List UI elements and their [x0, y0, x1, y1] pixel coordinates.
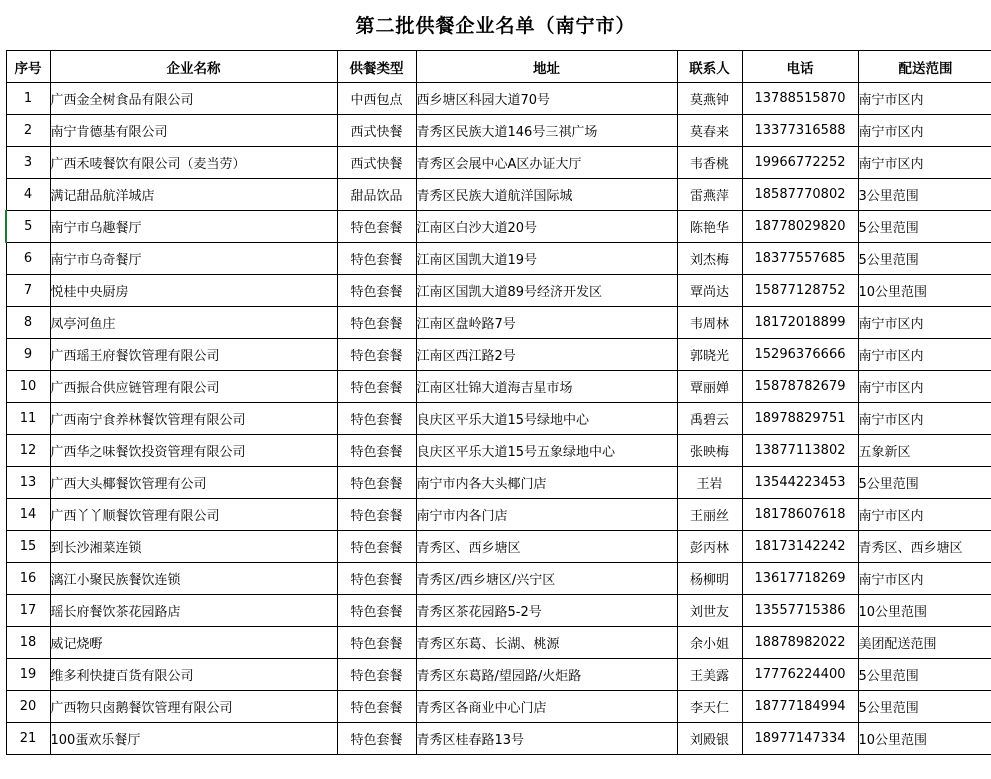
- cell-catering-type[interactable]: 特色套餐: [337, 531, 416, 563]
- cell-address[interactable]: 青秀区、西乡塘区: [416, 531, 677, 563]
- cell-company-name[interactable]: 广西华之味餐饮投资管理有限公司: [50, 435, 337, 467]
- cell-delivery-area[interactable]: 5公里范围: [858, 243, 991, 275]
- cell-contact[interactable]: 禹碧云: [677, 403, 742, 435]
- table-row: [6, 115, 991, 147]
- cell-phone[interactable]: 15878782679: [742, 371, 858, 403]
- cell-company-name[interactable]: 维多利快捷百货有限公司: [50, 659, 337, 691]
- cell-delivery-area[interactable]: 青秀区、西乡塘区: [858, 531, 991, 563]
- cell-delivery-area[interactable]: 5公里范围: [858, 691, 991, 723]
- cell-catering-type[interactable]: 特色套餐: [337, 403, 416, 435]
- cell-phone[interactable]: 13544223453: [742, 467, 858, 499]
- cell-address[interactable]: 江南区国凯大道89号经济开发区: [416, 275, 677, 307]
- cell-no[interactable]: 8: [6, 307, 50, 339]
- cell-contact[interactable]: 刘世友: [677, 595, 742, 627]
- cell-company-name[interactable]: 南宁市乌趣餐厅: [50, 211, 337, 243]
- cell-no[interactable]: 1: [6, 83, 50, 115]
- table-row: [6, 371, 991, 403]
- cell-contact[interactable]: 莫燕钟: [677, 83, 742, 115]
- cell-no[interactable]: 13: [6, 467, 50, 499]
- cell-address[interactable]: 青秀区东葛路/望园路/火炬路: [416, 659, 677, 691]
- cell-no[interactable]: 21: [6, 723, 50, 755]
- cell-catering-type[interactable]: 特色套餐: [337, 595, 416, 627]
- cell-contact[interactable]: 杨柳明: [677, 563, 742, 595]
- cell-catering-type[interactable]: 特色套餐: [337, 467, 416, 499]
- cell-contact[interactable]: 余小姐: [677, 627, 742, 659]
- table-row: [6, 211, 991, 243]
- cell-delivery-area[interactable]: 南宁市区内: [858, 371, 991, 403]
- cell-phone[interactable]: 18178607618: [742, 499, 858, 531]
- header-cell-phone[interactable]: 电话: [742, 51, 858, 83]
- cell-delivery-area[interactable]: 南宁市区内: [858, 403, 991, 435]
- cell-delivery-area[interactable]: 10公里范围: [858, 595, 991, 627]
- cell-catering-type[interactable]: 特色套餐: [337, 307, 416, 339]
- header-cell-contact[interactable]: 联系人: [677, 51, 742, 83]
- cell-address[interactable]: 青秀区民族大道146号三祺广场: [416, 115, 677, 147]
- cell-no[interactable]: 2: [6, 115, 50, 147]
- cell-address[interactable]: 良庆区平乐大道15号五象绿地中心: [416, 435, 677, 467]
- cell-no[interactable]: 9: [6, 339, 50, 371]
- table-row: [6, 691, 991, 723]
- cell-catering-type[interactable]: 特色套餐: [337, 339, 416, 371]
- cell-no[interactable]: 7: [6, 275, 50, 307]
- cell-company-name[interactable]: 南宁肯德基有限公司: [50, 115, 337, 147]
- table-row: [6, 627, 991, 659]
- cell-phone[interactable]: 19966772252: [742, 147, 858, 179]
- cell-contact[interactable]: 陈艳华: [677, 211, 742, 243]
- cell-delivery-area[interactable]: 5公里范围: [858, 467, 991, 499]
- cell-company-name[interactable]: 广西禾唛餐饮有限公司（麦当劳）: [50, 147, 337, 179]
- cell-delivery-area[interactable]: 南宁市区内: [858, 307, 991, 339]
- cell-contact[interactable]: 韦周林: [677, 307, 742, 339]
- cell-phone[interactable]: 17776224400: [742, 659, 858, 691]
- cell-phone[interactable]: 18978829751: [742, 403, 858, 435]
- cell-no[interactable]: 17: [6, 595, 50, 627]
- cell-no[interactable]: 18: [6, 627, 50, 659]
- table-row: [6, 659, 991, 691]
- table-row: [6, 723, 991, 755]
- cell-company-name[interactable]: 广西丫丫顺餐饮管理有限公司: [50, 499, 337, 531]
- cell-delivery-area[interactable]: 美团配送范围: [858, 627, 991, 659]
- cell-delivery-area[interactable]: 五象新区: [858, 435, 991, 467]
- cell-company-name[interactable]: 广西瑶王府餐饮管理有限公司: [50, 339, 337, 371]
- cell-contact[interactable]: 韦香桃: [677, 147, 742, 179]
- cell-phone[interactable]: 18377557685: [742, 243, 858, 275]
- cell-company-name[interactable]: 广西物只卤鹅餐饮管理有限公司: [50, 691, 337, 723]
- cell-contact[interactable]: 王岩: [677, 467, 742, 499]
- cell-delivery-area[interactable]: 南宁市区内: [858, 339, 991, 371]
- cell-catering-type[interactable]: 特色套餐: [337, 659, 416, 691]
- cell-catering-type[interactable]: 西式快餐: [337, 147, 416, 179]
- cell-delivery-area[interactable]: 南宁市区内: [858, 115, 991, 147]
- cell-catering-type[interactable]: 特色套餐: [337, 627, 416, 659]
- cell-company-name[interactable]: 到长沙湘菜连锁: [50, 531, 337, 563]
- table-row: [6, 307, 991, 339]
- cell-address[interactable]: 西乡塘区科园大道70号: [416, 83, 677, 115]
- cell-catering-type[interactable]: 特色套餐: [337, 243, 416, 275]
- cell-delivery-area[interactable]: 10公里范围: [858, 723, 991, 755]
- table-row: [6, 499, 991, 531]
- cell-contact[interactable]: 张映梅: [677, 435, 742, 467]
- cell-no[interactable]: 14: [6, 499, 50, 531]
- table-row: [6, 83, 991, 115]
- cell-delivery-area[interactable]: 南宁市区内: [858, 83, 991, 115]
- cell-address[interactable]: 江南区西江路2号: [416, 339, 677, 371]
- table-row: [6, 467, 991, 499]
- cell-address[interactable]: 良庆区平乐大道15号绿地中心: [416, 403, 677, 435]
- cell-no[interactable]: 5: [6, 211, 50, 243]
- table-row: [6, 339, 991, 371]
- cell-contact[interactable]: 彭丙林: [677, 531, 742, 563]
- cell-phone[interactable]: 18778029820: [742, 211, 858, 243]
- cell-address[interactable]: 江南区白沙大道20号: [416, 211, 677, 243]
- table-row: [6, 403, 991, 435]
- table-row: [6, 275, 991, 307]
- cell-catering-type[interactable]: 特色套餐: [337, 211, 416, 243]
- cell-address[interactable]: 青秀区茶花园路5-2号: [416, 595, 677, 627]
- cell-phone[interactable]: 18173142242: [742, 531, 858, 563]
- cell-company-name[interactable]: 广西振合供应链管理有限公司: [50, 371, 337, 403]
- cell-contact[interactable]: 覃尚达: [677, 275, 742, 307]
- cell-contact[interactable]: 覃丽婵: [677, 371, 742, 403]
- cell-no[interactable]: 16: [6, 563, 50, 595]
- cell-catering-type[interactable]: 特色套餐: [337, 435, 416, 467]
- header-cell-type[interactable]: 供餐类型: [337, 51, 416, 83]
- cell-company-name[interactable]: 漓江小聚民族餐饮连锁: [50, 563, 337, 595]
- cell-no[interactable]: 3: [6, 147, 50, 179]
- cell-phone[interactable]: 18878982022: [742, 627, 858, 659]
- cell-phone[interactable]: 13617718269: [742, 563, 858, 595]
- cell-company-name[interactable]: 广西南宁食养林餐饮管理有限公司: [50, 403, 337, 435]
- cell-no[interactable]: 15: [6, 531, 50, 563]
- cell-company-name[interactable]: 南宁市乌奇餐厅: [50, 243, 337, 275]
- cell-address[interactable]: 江南区国凯大道19号: [416, 243, 677, 275]
- cell-phone[interactable]: 13877113802: [742, 435, 858, 467]
- cell-delivery-area[interactable]: 南宁市区内: [858, 563, 991, 595]
- cell-delivery-area[interactable]: 南宁市区内: [858, 499, 991, 531]
- cell-delivery-area[interactable]: 5公里范围: [858, 659, 991, 691]
- cell-address[interactable]: 青秀区会展中心A区办证大厅: [416, 147, 677, 179]
- cell-address[interactable]: 南宁市内各大头椰门店: [416, 467, 677, 499]
- header-cell-name[interactable]: 企业名称: [50, 51, 337, 83]
- cell-address[interactable]: 江南区壮锦大道海吉星市场: [416, 371, 677, 403]
- header-row: [6, 51, 991, 83]
- cell-no[interactable]: 10: [6, 371, 50, 403]
- cell-catering-type[interactable]: 特色套餐: [337, 499, 416, 531]
- cell-phone[interactable]: 15296376666: [742, 339, 858, 371]
- table-row: [6, 595, 991, 627]
- cell-delivery-area[interactable]: 10公里范围: [858, 275, 991, 307]
- cell-phone[interactable]: 15877128752: [742, 275, 858, 307]
- cell-contact[interactable]: 莫春来: [677, 115, 742, 147]
- cell-address[interactable]: 青秀区/西乡塘区/兴宁区: [416, 563, 677, 595]
- cell-phone[interactable]: 18172018899: [742, 307, 858, 339]
- cell-catering-type[interactable]: 特色套餐: [337, 275, 416, 307]
- page-title: 第二批供餐企业名单（南宁市）: [355, 15, 636, 37]
- header-cell-no[interactable]: 序号: [6, 51, 50, 83]
- cell-contact[interactable]: 王美露: [677, 659, 742, 691]
- cell-catering-type[interactable]: 特色套餐: [337, 371, 416, 403]
- cell-company-name[interactable]: 威记烧嘢: [50, 627, 337, 659]
- cell-address[interactable]: 江南区盘岭路7号: [416, 307, 677, 339]
- cell-no[interactable]: 6: [6, 243, 50, 275]
- cell-delivery-area[interactable]: 5公里范围: [858, 211, 991, 243]
- cell-address[interactable]: 青秀区东葛、长湖、桃源: [416, 627, 677, 659]
- cell-contact[interactable]: 李天仁: [677, 691, 742, 723]
- cell-no[interactable]: 19: [6, 659, 50, 691]
- cell-company-name[interactable]: 100蛋欢乐餐厅: [50, 723, 337, 755]
- cell-no[interactable]: 4: [6, 179, 50, 211]
- cell-catering-type[interactable]: 甜品饮品: [337, 179, 416, 211]
- cell-catering-type[interactable]: 中西包点: [337, 83, 416, 115]
- cell-catering-type[interactable]: 西式快餐: [337, 115, 416, 147]
- cell-company-name[interactable]: 凤亭河鱼庄: [50, 307, 337, 339]
- cell-catering-type[interactable]: 特色套餐: [337, 691, 416, 723]
- cell-contact[interactable]: 王丽丝: [677, 499, 742, 531]
- cell-phone[interactable]: 18777184994: [742, 691, 858, 723]
- cell-no[interactable]: 11: [6, 403, 50, 435]
- cell-address[interactable]: 青秀区桂春路13号: [416, 723, 677, 755]
- cell-catering-type[interactable]: 特色套餐: [337, 563, 416, 595]
- cell-delivery-area[interactable]: 南宁市区内: [858, 147, 991, 179]
- cell-delivery-area[interactable]: 3公里范围: [858, 179, 991, 211]
- cell-phone[interactable]: 13377316588: [742, 115, 858, 147]
- cell-phone[interactable]: 13557715386: [742, 595, 858, 627]
- cell-no[interactable]: 20: [6, 691, 50, 723]
- cell-contact[interactable]: 刘杰梅: [677, 243, 742, 275]
- cell-contact[interactable]: 郭晓光: [677, 339, 742, 371]
- table-row: [6, 563, 991, 595]
- cell-address[interactable]: 青秀区各商业中心门店: [416, 691, 677, 723]
- header-cell-area[interactable]: 配送范围: [858, 51, 991, 83]
- table-row: [6, 243, 991, 275]
- cell-contact[interactable]: 刘殿银: [677, 723, 742, 755]
- table-row: [6, 147, 991, 179]
- cell-company-name[interactable]: 广西金全树食品有限公司: [50, 83, 337, 115]
- header-cell-address[interactable]: 地址: [416, 51, 677, 83]
- cell-address[interactable]: 青秀区民族大道航洋国际城: [416, 179, 677, 211]
- table-row: [6, 531, 991, 563]
- cell-company-name[interactable]: 瑶长府餐饮茶花园路店: [50, 595, 337, 627]
- cell-phone[interactable]: 13788515870: [742, 83, 858, 115]
- table-row: [6, 435, 991, 467]
- cell-catering-type[interactable]: 特色套餐: [337, 723, 416, 755]
- supplier-table: [5, 50, 991, 755]
- cell-company-name[interactable]: 广西大头椰餐饮管理有公司: [50, 467, 337, 499]
- table-row: [6, 179, 991, 211]
- cell-phone[interactable]: 18977147334: [742, 723, 858, 755]
- cell-phone[interactable]: 18587770802: [742, 179, 858, 211]
- cell-company-name[interactable]: 悦桂中央厨房: [50, 275, 337, 307]
- cell-address[interactable]: 南宁市内各门店: [416, 499, 677, 531]
- cell-contact[interactable]: 雷燕萍: [677, 179, 742, 211]
- cell-company-name[interactable]: 满记甜品航洋城店: [50, 179, 337, 211]
- cell-no[interactable]: 12: [6, 435, 50, 467]
- table-body: [6, 83, 991, 755]
